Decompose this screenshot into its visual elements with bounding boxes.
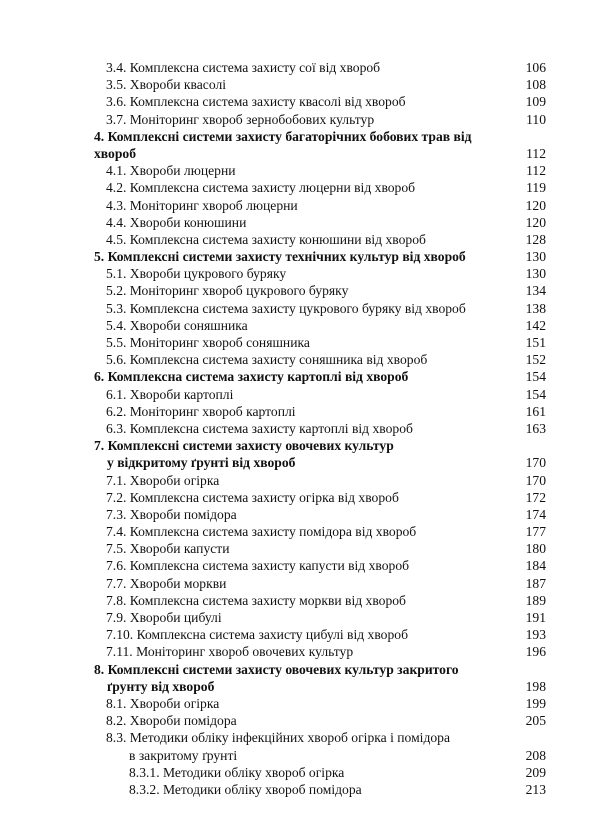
toc-entry-page: 198 xyxy=(525,678,546,694)
toc-entry-page: 154 xyxy=(525,369,546,385)
toc-entry-title: 4.5. Комплексна система захисту конюшини від хвороб xyxy=(106,231,426,247)
toc-entry-title: 7.10. Комплексна система захисту цибулі від хвороб xyxy=(106,627,408,643)
toc-entry-title: 3.5. Хвороби квасолі xyxy=(106,77,227,93)
toc-chapter-heading[interactable] xyxy=(0,248,600,265)
toc-entry[interactable] xyxy=(0,643,600,660)
toc-entry-page: 152 xyxy=(525,352,546,368)
toc-entry-page: 213 xyxy=(525,781,546,797)
toc-entry[interactable] xyxy=(0,300,600,317)
toc-entry-page: 205 xyxy=(525,713,546,729)
toc-entry[interactable] xyxy=(0,403,600,420)
toc-entry-page: 106 xyxy=(525,60,546,75)
toc-entry-page: 142 xyxy=(525,317,546,333)
toc-entry[interactable] xyxy=(0,59,600,76)
toc-entry-page: 170 xyxy=(525,455,546,471)
toc-entry[interactable] xyxy=(0,592,600,609)
toc-entry-page: 112 xyxy=(526,145,546,161)
toc-entry-title: 5.1. Хвороби цукрового буряку xyxy=(106,266,287,282)
toc-entry-title: 6.2. Моніторинг хвороб картоплі xyxy=(106,403,296,419)
toc-entry-title: 7.4. Комплексна система захисту помідора від хвороб xyxy=(106,524,417,540)
toc-entry-title: 4.3. Моніторинг хвороб люцерни xyxy=(106,197,298,213)
toc-entry-title: 6.3. Комплексна система захисту картоплі від хвороб xyxy=(106,420,413,436)
toc-entry[interactable] xyxy=(0,282,600,299)
toc-entry-page: 189 xyxy=(525,592,546,608)
toc-entry-title: 5.4. Хвороби соняшника xyxy=(106,317,248,333)
toc-entry-page: 196 xyxy=(525,644,546,660)
toc-entry-title: 7.3. Хвороби помідора xyxy=(106,506,237,522)
toc-entry[interactable] xyxy=(0,214,600,231)
toc-entry[interactable] xyxy=(0,747,600,764)
toc-chapter-title: 6. Комплексна система захисту картоплі від хвороб xyxy=(94,369,409,385)
toc-chapter-heading[interactable] xyxy=(0,678,600,695)
toc-entry[interactable] xyxy=(0,334,600,351)
toc-entry-title: 7.1. Хвороби огірка xyxy=(106,472,220,488)
toc-entry-page: 128 xyxy=(525,231,546,247)
toc-chapter-title: 7. Комплексні системи захисту овочевих культур xyxy=(94,438,394,454)
toc-entry-title: 8.3.1. Методики обліку хвороб огірка xyxy=(129,764,345,780)
toc-chapter-heading[interactable] xyxy=(0,454,600,471)
toc-entry-title: 8.2. Хвороби помідора xyxy=(106,713,237,729)
toc-entry[interactable] xyxy=(0,695,600,712)
toc-entry-title: 7.2. Комплексна система захисту огірка від хвороб xyxy=(106,489,399,505)
toc-chapter-title: 5. Комплексні системи захисту технічних культур від хвороб xyxy=(94,249,466,265)
toc-chapter-heading[interactable] xyxy=(0,128,600,145)
toc-chapter-heading[interactable] xyxy=(0,145,600,162)
toc-entry[interactable] xyxy=(0,626,600,643)
toc-entry[interactable] xyxy=(0,179,600,196)
toc-entry[interactable] xyxy=(0,420,600,437)
toc-entry-page: 208 xyxy=(525,747,546,763)
toc-subentry[interactable] xyxy=(0,764,600,781)
toc-entry-title: 4.1. Хвороби люцерни xyxy=(106,163,236,179)
toc-entry[interactable] xyxy=(0,231,600,248)
toc-entry-title: 5.2. Моніторинг хвороб цукрового буряку xyxy=(106,283,349,299)
toc-entry-title: 4.4. Хвороби конюшини xyxy=(106,214,247,230)
toc-entry[interactable] xyxy=(0,76,600,93)
toc-entry-page: 120 xyxy=(525,197,546,213)
toc-entry[interactable] xyxy=(0,489,600,506)
toc-entry-title: 7.5. Хвороби капусти xyxy=(106,541,230,557)
toc-entry[interactable] xyxy=(0,351,600,368)
toc-chapter-title: 4. Комплексні системи захисту багаторічних бобових трав від xyxy=(94,128,472,144)
toc-entry-page: 151 xyxy=(525,335,546,350)
toc-entry[interactable] xyxy=(0,712,600,729)
toc-entry-title: 7.11. Моніторинг хвороб овочевих культур xyxy=(106,644,354,660)
toc-entry-title: 8.3.2. Методики обліку хвороб помідора xyxy=(129,781,362,797)
toc-entry[interactable] xyxy=(0,609,600,626)
toc-entry[interactable] xyxy=(0,557,600,574)
toc-chapter-heading[interactable] xyxy=(0,661,600,678)
toc-entry-page: 209 xyxy=(525,764,546,780)
toc-entry[interactable] xyxy=(0,386,600,403)
toc-entry-title: 7.8. Комплексна система захисту моркви від хвороб xyxy=(106,592,406,608)
toc-entry-title: 5.3. Комплексна система захисту цукрового буряку від хвороб xyxy=(106,300,466,316)
toc-entry-page: 130 xyxy=(525,249,546,265)
toc-entry-page: 130 xyxy=(525,266,546,282)
toc-chapter-title: хвороб xyxy=(94,145,136,161)
toc-chapter-heading[interactable] xyxy=(0,437,600,454)
toc-entry[interactable] xyxy=(0,729,600,746)
toc-entry-page: 170 xyxy=(525,472,546,488)
toc-entry-title: 8.1. Хвороби огірка xyxy=(106,695,220,711)
toc-entry-page: 119 xyxy=(526,180,546,196)
toc-entry-page: 193 xyxy=(525,627,546,643)
toc-entry-page: 109 xyxy=(525,94,546,110)
toc-entry[interactable] xyxy=(0,506,600,523)
toc-entry[interactable] xyxy=(0,162,600,179)
toc-entry-page: 138 xyxy=(525,300,546,316)
toc-entry[interactable] xyxy=(0,197,600,214)
toc-entry-title: 5.6. Комплексна система захисту соняшника від хвороб xyxy=(106,352,428,368)
toc-entry-page: 184 xyxy=(525,558,546,574)
toc-entry[interactable] xyxy=(0,93,600,110)
toc-entry[interactable] xyxy=(0,575,600,592)
toc-entry[interactable] xyxy=(0,111,600,128)
toc-entry-page: 134 xyxy=(525,283,546,299)
toc-entry-title: 7.7. Хвороби моркви xyxy=(106,575,227,591)
toc-entry-page: 172 xyxy=(525,489,546,505)
toc-chapter-title: 8. Комплексні системи захисту овочевих культур закритого xyxy=(94,661,459,677)
toc-entry-page: 110 xyxy=(526,111,546,127)
toc-entry[interactable] xyxy=(0,265,600,282)
toc-entry-page: 191 xyxy=(525,610,546,625)
toc-entry-title: 6.1. Хвороби картоплі xyxy=(106,386,234,402)
toc-entry-title: 7.6. Комплексна система захисту капусти від хвороб xyxy=(106,558,410,574)
toc-entry-page: 163 xyxy=(525,420,546,436)
toc-entry-title: 3.6. Комплексна система захисту квасолі від хвороб xyxy=(106,94,406,110)
toc-entry-page: 120 xyxy=(525,214,546,230)
toc-entry-title: 8.3. Методики обліку інфекційних хвороб огірка і помідора xyxy=(106,730,450,746)
toc-entry-page: 199 xyxy=(525,695,546,711)
toc-entry-page: 174 xyxy=(525,506,546,522)
toc-entry-title: 5.5. Моніторинг хвороб соняшника xyxy=(106,335,310,350)
toc-entry-title: 7.9. Хвороби цибулі xyxy=(106,610,222,625)
toc-entry-page: 187 xyxy=(525,575,546,591)
toc-entry-title: 4.2. Комплексна система захисту люцерни від хвороб xyxy=(106,180,416,196)
toc-entry[interactable] xyxy=(0,317,600,334)
toc-entry-page: 154 xyxy=(525,386,546,402)
toc-chapter-heading[interactable] xyxy=(0,368,600,385)
toc-entry-page: 108 xyxy=(525,77,546,93)
toc-subentry[interactable] xyxy=(0,781,600,798)
toc-entry-title: 3.4. Комплексна система захисту сої від хвороб xyxy=(106,60,381,75)
toc-entry[interactable] xyxy=(0,472,600,489)
toc-entry[interactable] xyxy=(0,540,600,557)
toc-entry-page: 180 xyxy=(525,541,546,557)
toc-entry-page: 161 xyxy=(525,403,546,419)
toc-entry-title: в закритому ґрунті xyxy=(129,747,238,763)
toc-chapter-title: ґрунту від хвороб xyxy=(107,678,215,694)
toc-entry-title: 3.7. Моніторинг хвороб зернобобових культур xyxy=(106,111,375,127)
toc-chapter-title: у відкритому ґрунті від хвороб xyxy=(107,455,296,471)
toc-entry[interactable] xyxy=(0,523,600,540)
table-of-contents xyxy=(0,59,600,798)
toc-entry-page: 177 xyxy=(525,524,546,540)
toc-entry-page: 112 xyxy=(526,163,546,179)
